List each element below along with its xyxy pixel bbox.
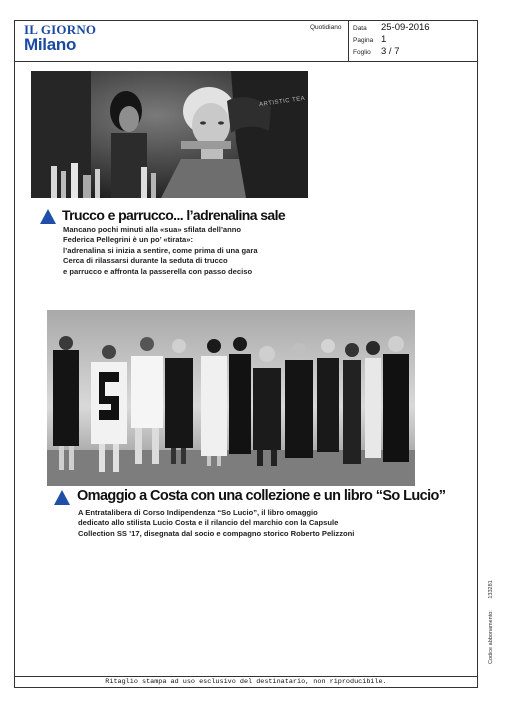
article1-line: l’adrenalina si inizia a sentire, come prima di una gara (63, 245, 258, 255)
newspaper-logo (24, 23, 96, 53)
article1-line: Federica Pellegrini è un po’ «tirata»: (63, 235, 193, 245)
page-label: Pagina (353, 37, 374, 44)
subscription-code (488, 580, 494, 664)
article-arrow-icon (40, 209, 56, 224)
sheet-value: 3 / 7 (381, 46, 400, 57)
masthead-title: IL GIORNO (24, 22, 97, 37)
article2-caption (78, 508, 354, 539)
meta-box (348, 20, 478, 61)
page-value: 1 (381, 34, 387, 45)
subscription-code-label: Codice abbonamento: (488, 610, 494, 664)
makeup-photo (31, 71, 308, 198)
article1-line: Cerca di rilassarsi durante la seduta di trucco (63, 256, 228, 266)
article1-line: e parrucco e affronta la passerella con passo deciso (63, 266, 253, 276)
models-photo (47, 310, 415, 486)
article1-headline: Trucco e parrucco... l’adrenalina sale (62, 207, 286, 223)
models-photo-image (47, 310, 415, 486)
publication-type: Quotidiano (310, 24, 342, 31)
date-label: Data (353, 25, 367, 32)
subscription-code-value: 133281 (488, 580, 494, 599)
photo-shirt-print: ARTISTIC TEA (258, 95, 306, 109)
article2-line: dedicato allo stilista Lucio Costa e il rilancio del marchio con la Capsule (78, 518, 339, 528)
date-value: 25-09-2016 (381, 22, 430, 33)
article2-line: Collection SS ’17, disegnata dal socio e compagno storico Roberto Pelizzoni (78, 528, 355, 538)
clipping-header (14, 20, 478, 62)
makeup-photo-image (31, 71, 308, 198)
article-arrow-icon (54, 490, 70, 505)
sheet-label: Foglio (353, 49, 371, 56)
article1-line: Mancano pochi minuti alla «sua» sfilata dell’anno (63, 225, 242, 234)
article2-headline: Omaggio a Costa con una collezione e un libro “So Lucio” (77, 488, 446, 504)
masthead-city: Milano (24, 35, 77, 54)
article2-line: A Entratalibera di Corso Indipendenza “So Lucio”, il libro omaggio (78, 508, 318, 517)
article1-caption (63, 225, 258, 277)
reproduction-notice: Ritaglio stampa ad uso esclusivo del destinatario, non riproducibile. (14, 676, 478, 688)
